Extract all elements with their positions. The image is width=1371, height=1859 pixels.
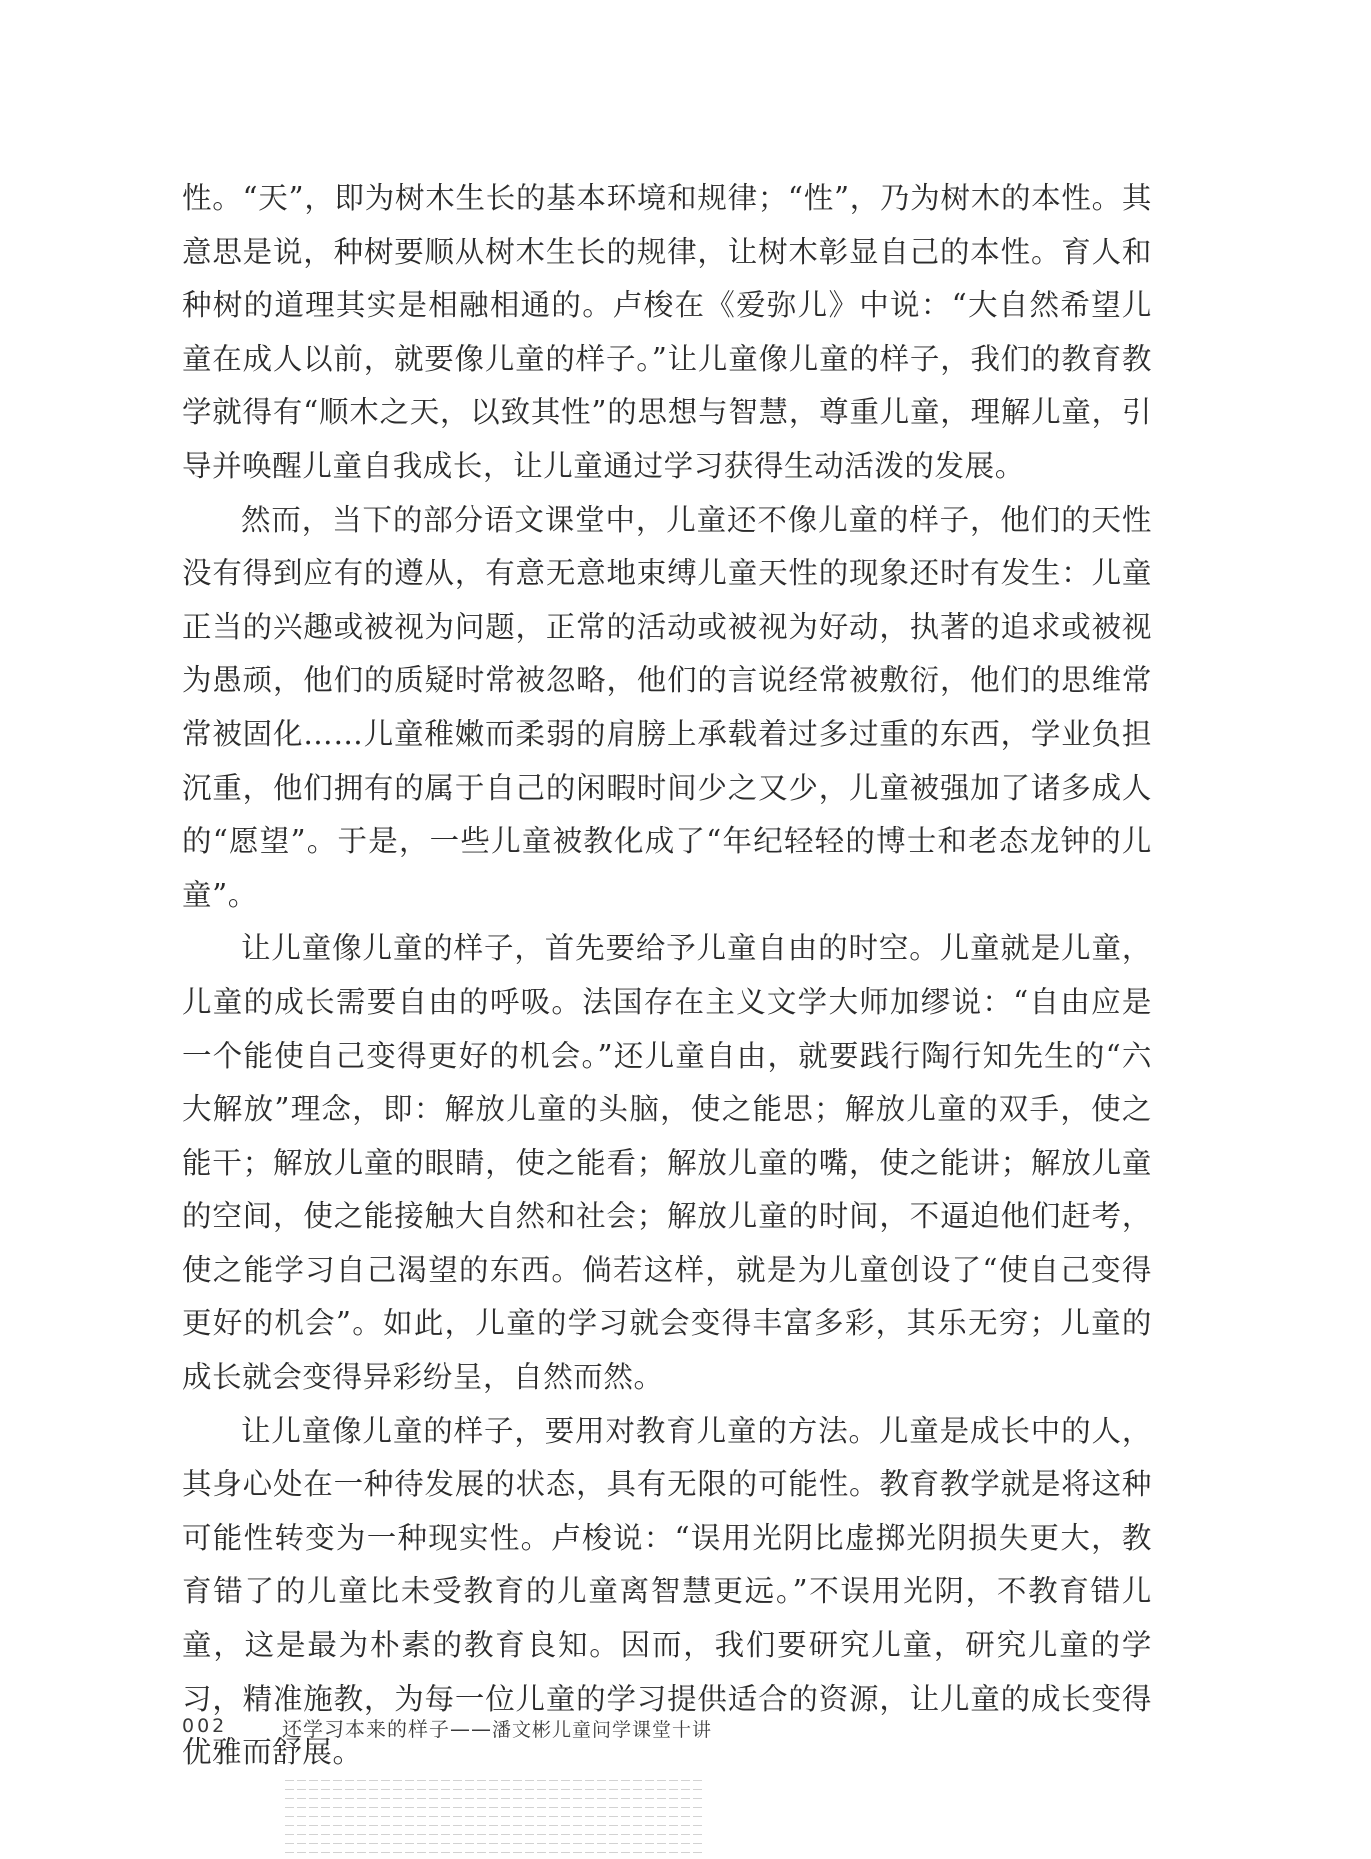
paragraph-3: 让儿童像儿童的样子，首先要给予儿童自由的时空。儿童就是儿童，儿童的成长需要自由的呼吸。法国存在主义文学大师加缪说：“自由应是一个能使自己变得更好的机会。”还儿童自由，就要践行陶行知先生的“六大解放”理念，即：解放儿童的头脑，使之能思；解放儿童的双手，使之能干；解放儿童的眼睛，使之能看；解放儿童的嘴，使之能讲；解放儿童的空间，使之能接触大自然和社会；解放儿童的时间，不逼迫他们赶考，使之能学习自己渴望的东西。倘若这样，就是为儿童创设了“使自己变得更好的机会”。如此，儿童的学习就会变得丰富多彩，其乐无穷；儿童的成长就会变得异彩纷呈，自然而然。 bbox=[182, 931, 1152, 1395]
running-title bbox=[282, 1713, 712, 1742]
paragraph-4: 让儿童像儿童的样子，要用对教育儿童的方法。儿童是成长中的人，其身心处在一种待发展的状态，具有无限的可能性。教育教学就是将这种可能性转变为一种现实性。卢梭说：“误用光阴比虚掷光阴损失更大，教育错了的儿童比未受教育的儿童离智慧更远。”不误用光阴，不教育错儿童，这是最为朴素的教育良知。因而，我们要研究儿童，研究儿童的学习，精准施教，为每一位儿童的学习提供适合的资源，让儿童的成长变得优雅而舒展。 bbox=[182, 1413, 1152, 1770]
paragraph-2: 然而，当下的部分语文课堂中，儿童还不像儿童的样子，他们的天性没有得到应有的遵从，有意无意地束缚儿童天性的现象还时有发生：儿童正当的兴趣或被视为问题，正常的活动或被视为好动，执著的追求或被视为愚顽，他们的质疑时常被忽略，他们的言说经常被敷衍，他们的思维常常被固化……儿童稚嫩而柔弱的肩膀上承载着过多过重的东西，学业负担沉重，他们拥有的属于自己的闲暇时间少之又少，儿童被强加了诸多成人的“愿望”。于是，一些儿童被教化成了“年纪轻轻的博士和老态龙钟的儿童”。 bbox=[182, 502, 1152, 912]
book-title: 还学习本来的样子 bbox=[282, 1717, 450, 1741]
book-subtitle: 潘文彬儿童问学课堂十讲 bbox=[492, 1719, 713, 1741]
paragraph-1: 性。“天”，即为树木生长的基本环境和规律；“性”，乃为树木的本性。其意思是说，种树要顺从树木生长的规律，让树木彰显自己的本性。育人和种树的道理其实是相融相通的。卢梭在《爱弥儿》中说：“大自然希望儿童在成人以前，就要像儿童的样子。”让儿童像儿童的样子，我们的教育教学就得有“顺木之天，以致其性”的思想与智慧，尊重儿童，理解儿童，引导并唤醒儿童自我成长，让儿童通过学习获得生动活泼的发展。 bbox=[182, 181, 1152, 483]
decorative-dashed-lines bbox=[285, 1780, 705, 1859]
page-number: 002 bbox=[182, 1715, 228, 1737]
title-dash: —— bbox=[450, 1717, 492, 1741]
page-body bbox=[182, 172, 1152, 1780]
page-footer bbox=[182, 1715, 882, 1745]
